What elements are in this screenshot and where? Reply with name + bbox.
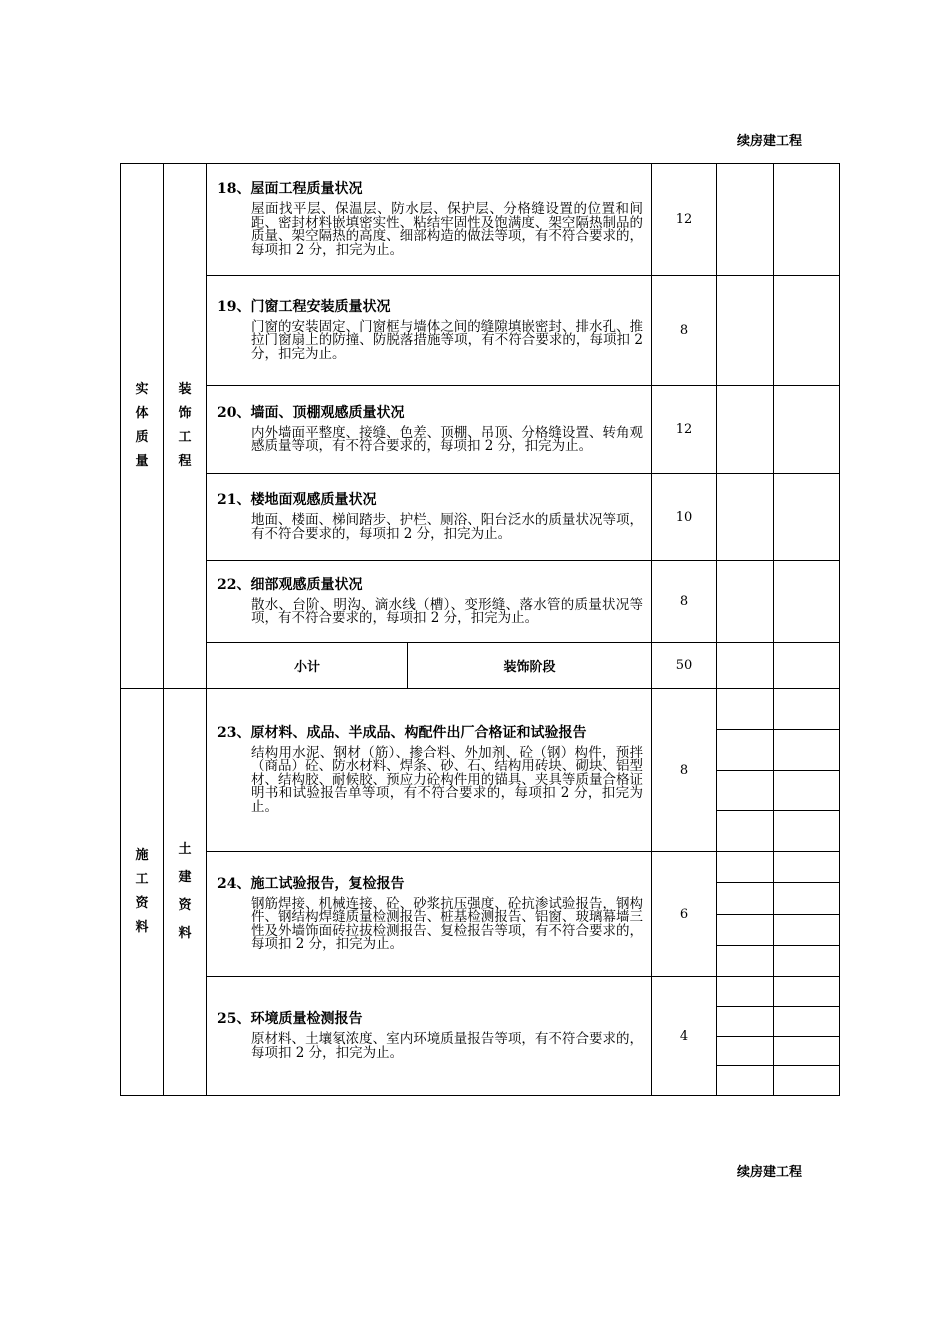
blank-cell bbox=[717, 643, 774, 689]
blank-cell-stack bbox=[717, 689, 774, 852]
blank-cell-stack bbox=[774, 977, 840, 1096]
item-title: 18、屋面工程质量状况 bbox=[217, 181, 363, 197]
category-cell-docs: 施 工 资 料 bbox=[121, 689, 164, 1096]
item-score: 8 bbox=[652, 561, 717, 643]
item-cell bbox=[207, 852, 652, 977]
item-cell bbox=[207, 561, 652, 643]
item-desc: 散水、台阶、明沟、滴水线（槽）、变形缝、落水管的质量状况等项，有不符合要求的，每项扣 2 分，扣完为止。 bbox=[251, 596, 644, 626]
item-cell bbox=[207, 386, 652, 474]
blank-cell bbox=[717, 386, 774, 474]
item-score: 8 bbox=[652, 276, 717, 386]
table-row bbox=[121, 386, 840, 474]
table-row bbox=[121, 561, 840, 643]
item-score: 8 bbox=[652, 689, 717, 852]
item-title: 22、细部观感质量状况 bbox=[217, 576, 363, 593]
blank-cell bbox=[717, 164, 774, 276]
subcategory-cell-civil: 土 建 资 料 bbox=[164, 689, 207, 1096]
item-desc: 原材料、土壤氡浓度、室内环境质量报告等项，有不符合要求的，每项扣 2 分，扣完为止。 bbox=[251, 1031, 644, 1061]
item-desc: 内外墙面平整度、接缝、色差、顶棚、吊顶、分格缝设置、转角观感质量等项，有不符合要求的，每项扣 2 分，扣完为止。 bbox=[251, 424, 644, 454]
item-cell bbox=[207, 977, 652, 1096]
item-score: 12 bbox=[652, 164, 717, 276]
subcategory-cell-decoration: 装 饰 工 程 bbox=[164, 164, 207, 689]
table-row bbox=[121, 977, 840, 1096]
blank-cell-stack bbox=[717, 977, 774, 1096]
item-title: 25、环境质量检测报告 bbox=[217, 1011, 363, 1027]
item-desc: 结构用水泥、钢材（筋）、掺合料、外加剂、砼（钢）构件，预拌（商品）砼、防水材料、焊条、砂、石、结构用砖块、砌块、铝型材、结构胶、耐候胶、预应力砼构件用的锚具、夹具等质量合格证明书和试验报告单等项，有不符合要求的，每项扣 2 分，扣完为止。 bbox=[251, 744, 644, 815]
blank-cell bbox=[774, 164, 840, 276]
subtotal-label: 小计 bbox=[207, 643, 408, 689]
item-desc: 钢筋焊接、机械连接、砼、砂浆抗压强度、砼抗渗试验报告，钢构件、钢结构焊缝质量检测报告、桩基检测报告、铝窗、玻璃幕墙三性及外墙饰面砖拉拔检测报告、复检报告等项，有不符合要求的，每项扣 2 分，扣完为止。 bbox=[251, 895, 644, 952]
item-score: 4 bbox=[652, 977, 717, 1096]
item-desc: 屋面找平层、保温层、防水层、保护层、分格缝设置的位置和间距、密封材料嵌填密实性、粘结牢固性及饱满度、架空隔热制品的质量、架空隔热的高度、细部构造的做法等项，有不符合要求的，每项扣 2 分，扣完为止。 bbox=[251, 201, 644, 258]
category-cell-quality: 实 体 质 量 bbox=[121, 164, 164, 689]
blank-cell-stack bbox=[774, 852, 840, 977]
blank-cell bbox=[717, 561, 774, 643]
item-desc: 地面、楼面、梯间踏步、护栏、厕浴、阳台泛水的质量状况等项，有不符合要求的，每项扣 2 分，扣完为止。 bbox=[251, 512, 644, 542]
table-row bbox=[121, 164, 840, 276]
item-cell bbox=[207, 276, 652, 386]
item-title: 21、楼地面观感质量状况 bbox=[217, 492, 377, 508]
item-score: 12 bbox=[652, 386, 717, 474]
blank-cell bbox=[774, 643, 840, 689]
item-title: 23、原材料、成品、半成品、构配件出厂合格证和试验报告 bbox=[217, 724, 587, 741]
item-cell bbox=[207, 474, 652, 561]
blank-cell bbox=[774, 561, 840, 643]
item-cell bbox=[207, 689, 652, 852]
table-row bbox=[121, 689, 840, 852]
item-title: 24、施工试验报告，复检报告 bbox=[217, 875, 405, 892]
subtotal-score: 50 bbox=[652, 643, 717, 689]
blank-cell bbox=[717, 474, 774, 561]
blank-cell bbox=[774, 276, 840, 386]
item-title: 19、门窗工程安装质量状况 bbox=[217, 298, 391, 315]
page-header: 续房建工程 bbox=[737, 134, 803, 149]
blank-cell bbox=[774, 386, 840, 474]
item-score: 10 bbox=[652, 474, 717, 561]
item-score: 6 bbox=[652, 852, 717, 977]
item-desc: 门窗的安装固定、门窗框与墙体之间的缝隙填嵌密封、排水孔、推拉门窗扇上的防撞、防脱落措施等项，有不符合要求的，每项扣 2 分，扣完为止。 bbox=[251, 318, 644, 362]
table-row bbox=[121, 852, 840, 977]
item-cell bbox=[207, 164, 652, 276]
table-row bbox=[121, 276, 840, 386]
page-footer: 续房建工程 bbox=[737, 1165, 803, 1180]
blank-cell bbox=[774, 474, 840, 561]
subtotal-row bbox=[121, 643, 840, 689]
blank-cell-stack bbox=[717, 852, 774, 977]
subtotal-stage: 装饰阶段 bbox=[408, 643, 652, 689]
blank-cell-stack bbox=[774, 689, 840, 852]
table-row bbox=[121, 474, 840, 561]
score-table bbox=[120, 163, 840, 1096]
blank-cell bbox=[717, 276, 774, 386]
item-title: 20、墙面、顶棚观感质量状况 bbox=[217, 404, 405, 421]
